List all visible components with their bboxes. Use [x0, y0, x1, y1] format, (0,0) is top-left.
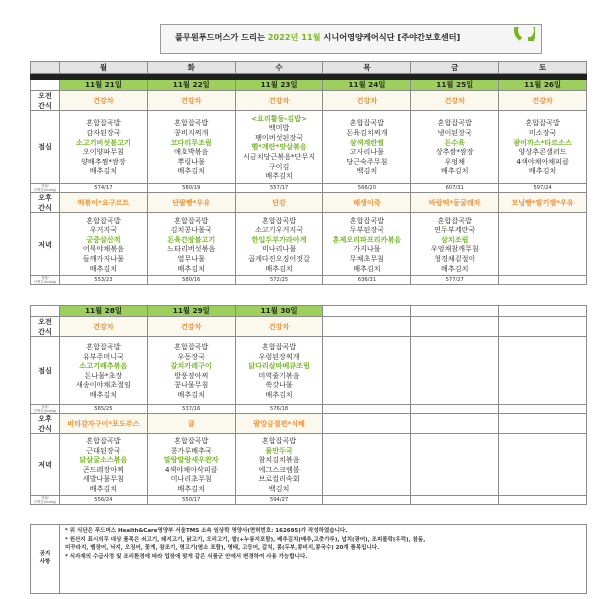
- menu-item: 혼합잡곡밥: [174, 215, 209, 225]
- notice-label-text: 공지 사항: [39, 551, 51, 565]
- dinner-cell: [60, 213, 148, 276]
- menu-item: 시금치당근볶음*단무지: [243, 151, 316, 161]
- menu-item: 냉이된장국: [437, 128, 472, 137]
- menu-item: 두부된장국: [349, 225, 385, 235]
- date-cell: 11월 25일: [411, 80, 499, 91]
- kcal-cell: [499, 405, 587, 414]
- menu-item: 배추김치: [89, 166, 118, 176]
- pm-snack-cell: 버터감자구이*포도주스: [60, 414, 148, 434]
- lunch-cell: [499, 337, 587, 405]
- date-cell: 11월 22일: [147, 80, 235, 91]
- lunch-cell: [323, 111, 411, 184]
- am-snack-cell: [411, 317, 499, 337]
- am-snack-cell: [499, 317, 587, 337]
- date-cell: [411, 306, 499, 317]
- menu-item: 콩비지찌개: [174, 128, 209, 137]
- weekday-cell: 금: [411, 62, 499, 74]
- menu-item: 돈수육: [444, 137, 465, 147]
- kcal-cell: 577/27: [411, 276, 499, 285]
- menu-item: 감자된장국: [86, 128, 121, 137]
- dinner-label: 저녁: [31, 434, 60, 496]
- am-snack-cell: 건강차: [411, 91, 499, 111]
- menu-item: 햄*계란*맛살볶음: [251, 142, 307, 152]
- menu-item: 훈제오리파프리카볶음: [332, 234, 402, 244]
- menu-item: 혼합잡곡밥: [86, 341, 121, 351]
- dinner-kcal-row: [31, 276, 587, 285]
- kcal-cell: [411, 496, 499, 505]
- menu-item: 혼합잡곡밥: [349, 118, 385, 128]
- menu-item: 말랑말랑새우완자: [163, 455, 219, 465]
- menu-item: 오이양파무침: [82, 147, 124, 157]
- title-suffix: 시니어영양케어식단 [주야간보호센터]: [320, 32, 461, 42]
- menu-item: 상추쌈*쌈장: [435, 147, 474, 157]
- notice-label: [31, 525, 60, 593]
- menu-item: 백김치: [356, 166, 378, 176]
- week2-menu-table: [30, 305, 587, 505]
- kcal-cell: 580/19: [147, 184, 235, 193]
- lunch-cell: [499, 111, 587, 184]
- kcal-cell: 636/31: [323, 276, 411, 285]
- dinner-row: [31, 434, 587, 496]
- menu-item: 한입두부가라아게: [251, 234, 307, 244]
- kcal-cell: [499, 496, 587, 505]
- menu-item: 백미밥: [268, 123, 290, 133]
- menu-item: 곱게다진오징어젓갈: [248, 253, 310, 263]
- menu-item: 새송이야채초절임: [76, 380, 131, 390]
- menu-item: 배추김치: [441, 263, 469, 273]
- date-cell: 11월 29일: [147, 306, 235, 317]
- menu-item: 광어까스*타르소스: [513, 137, 572, 147]
- kcal-cell: 580/16: [147, 276, 235, 285]
- weekday-header-row: [31, 62, 587, 74]
- menu-item: 배추김치: [177, 263, 205, 273]
- menu-item: 배추김치: [441, 166, 469, 176]
- pm-snack-cell: 모닝빵*딸기잼*우유: [499, 193, 587, 213]
- menu-item: 팽이버섯된장국: [255, 132, 304, 142]
- lunch-row: [31, 111, 587, 184]
- menu-item: 혼합잡곡밥: [437, 118, 472, 128]
- kcal-cell: 557/17: [235, 184, 323, 193]
- menu-item: 미역줄기볶음: [258, 370, 300, 380]
- kcal-cell: 607/31: [411, 184, 499, 193]
- date-row: [31, 306, 587, 317]
- menu-item: 혼합잡곡밥: [437, 215, 472, 225]
- weekday-cell: 토: [499, 62, 587, 74]
- dinner-cell: [411, 213, 499, 276]
- menu-header-banner: [160, 24, 542, 54]
- lunch-cell: [235, 111, 323, 184]
- dinner-cell: [235, 434, 323, 496]
- notice-line: 미꾸라지, 뱀장어, 낙지, 오징어, 꽃게, 참조기, 명고기(염소 포함), 명태, 고등어, 갈치, 콩(두부,콩비지,콩국수) 20개 품목입니다.: [65, 545, 380, 552]
- date-cell: 11월 30일: [235, 306, 323, 317]
- dinner-cell: [147, 434, 235, 496]
- menu-item: 우렁된장찌개: [258, 351, 300, 361]
- menu-item: 돈육김치찌개: [346, 128, 388, 137]
- menu-item: 유부주머니국: [82, 351, 124, 361]
- kcal-cell: 537/16: [147, 405, 235, 414]
- menu-item: 고사리나물: [349, 147, 385, 157]
- menu-item: 배추김치: [265, 389, 293, 399]
- kcal-cell: 565/25: [60, 405, 148, 414]
- notice-section: [30, 524, 587, 594]
- date-row: [31, 80, 587, 91]
- menu-item: 닭다리살바베큐조림: [248, 361, 310, 371]
- menu-item: 가지나물: [353, 244, 381, 254]
- am-snack-row: [31, 317, 587, 337]
- am-snack-label: 오전 간식: [31, 91, 60, 111]
- menu-item: 갈치카레구이: [170, 361, 212, 371]
- menu-item: 배추김치: [177, 484, 205, 494]
- pm-snack-label: 오후 간식: [31, 193, 60, 213]
- menu-item: 백김치: [268, 484, 290, 494]
- weekday-cell: 수: [235, 62, 323, 74]
- menu-item: 닭살굴소스볶음: [79, 455, 128, 465]
- menu-item: 청경채겉절이: [434, 253, 476, 263]
- menu-item: 코다리무조림: [170, 137, 212, 147]
- kcal-cell: 572/25: [235, 276, 323, 285]
- date-cell: 11월 26일: [499, 80, 587, 91]
- menu-item: 미나리초무침: [170, 474, 212, 484]
- lunch-label: 점심: [31, 111, 60, 184]
- kcal-cell: [323, 405, 411, 414]
- am-snack-cell: 건강차: [60, 91, 148, 111]
- menu-item: 혼합잡곡밥: [174, 341, 209, 351]
- menu-item: 혼합잡곡밥: [261, 215, 297, 225]
- menu-item: 어묵야채볶음: [82, 244, 124, 254]
- menu-item: 배추김치: [89, 484, 118, 494]
- menu-title: [175, 32, 460, 43]
- menu-item: 우엉채: [444, 156, 465, 166]
- kcal-cell: 566/20: [323, 184, 411, 193]
- kcal-cell: [499, 276, 587, 285]
- lunch-cell: [60, 111, 148, 184]
- kcal-cell: 576/18: [235, 405, 323, 414]
- pm-snack-cell: 바람떡*둥굴레차: [411, 193, 499, 213]
- am-snack-cell: 건강차: [147, 91, 235, 111]
- menu-item: 열무나물: [177, 253, 205, 263]
- menu-item: 혼합잡곡밥: [86, 215, 121, 225]
- dinner-cell: [235, 213, 323, 276]
- dinner-row: [31, 213, 587, 276]
- menu-item: 배추김치: [177, 166, 205, 176]
- date-cell: 11월 28일: [60, 306, 148, 317]
- menu-item: 미소장국: [528, 128, 557, 137]
- menu-item: 애호박볶음: [174, 147, 209, 157]
- weekday-cell: 화: [147, 62, 235, 74]
- menu-item: 혼합잡곡밥: [261, 341, 297, 351]
- menu-item: 삼색계란찜: [349, 137, 385, 147]
- notice-body: [65, 527, 577, 561]
- menu-item: 우동장국: [177, 351, 205, 361]
- menu-item: 우거지국: [89, 225, 118, 235]
- kcal-label: 열량/ 단백질 (kcal/g): [31, 496, 60, 505]
- menu-item: 소고기배추볶음: [79, 361, 128, 371]
- am-snack-cell: 건강차: [147, 317, 235, 337]
- menu-item: 근대된장국: [86, 445, 121, 455]
- menu-item: 참치김치볶음: [258, 455, 300, 465]
- menu-item: 돈나물*초장: [84, 370, 123, 380]
- pm-snack-cell: 단팥빵*우유: [147, 193, 235, 213]
- pm-snack-cell: [499, 414, 587, 434]
- menu-item: 소고기우거지국: [255, 225, 304, 235]
- date-cell: 11월 23일: [235, 80, 323, 91]
- pm-snack-cell: 귤: [147, 414, 235, 434]
- kcal-label: 열량/ 단백질 (kcal/g): [31, 276, 60, 285]
- menu-item: 에그스크램블: [258, 464, 300, 474]
- menu-item: 세발나물무침: [82, 474, 124, 484]
- kcal-cell: 594/27: [235, 496, 323, 505]
- kcal-cell: 574/17: [60, 184, 148, 193]
- menu-item: 들깨가지나물: [82, 253, 124, 263]
- pm-snack-cell: [411, 414, 499, 434]
- lunch-cell: [60, 337, 148, 405]
- menu-item: 4색야채아삭피클: [165, 464, 218, 474]
- menu-item: 혼합잡곡밥: [349, 215, 385, 225]
- am-snack-cell: 건강차: [235, 317, 323, 337]
- menu-item: 혼합잡곡밥: [86, 118, 121, 128]
- weekday-cell: 목: [323, 62, 411, 74]
- menu-item: 물만두국: [265, 445, 293, 455]
- am-snack-cell: 건강차: [235, 91, 323, 111]
- kcal-cell: 550/17: [147, 496, 235, 505]
- pm-snack-cell: 떡볶이*요구르트: [60, 193, 148, 213]
- lunch-cell: [323, 337, 411, 405]
- kcal-cell: [411, 405, 499, 414]
- menu-item: 혼합잡곡밥: [86, 436, 121, 446]
- title-period: 2022년 11월: [267, 32, 321, 42]
- menu-item: 혼합잡곡밥: [261, 436, 297, 446]
- menu-item: 삼치조림: [441, 234, 469, 244]
- menu-item: 혼합잡곡밥: [525, 118, 560, 128]
- menu-item: 콩나물무침: [174, 380, 209, 390]
- lunch-cell: [411, 337, 499, 405]
- notice-line: * 원산지 표시의무 대상 품목은 쇠고기, 돼지고기, 닭고기, 오리고기, 쌀(+누룽지포함), 배추김치(배추,고춧가루), 넙치(광어), 조피볼락(우럭), 참돔,: [65, 536, 426, 543]
- pm-snack-cell: 해생이죽: [323, 193, 411, 213]
- brand-logo-icon: [499, 27, 535, 51]
- date-cell: 11월 24일: [323, 80, 411, 91]
- lunch-cell: [147, 111, 235, 184]
- title-prefix: 풀무원푸드머스가 드리는: [175, 32, 268, 42]
- am-snack-cell: [323, 317, 411, 337]
- menu-item: 배추김치: [265, 263, 293, 273]
- menu-item: 배추김치: [353, 263, 381, 273]
- menu-item: 배추김치: [177, 389, 205, 399]
- menu-item: 궁중살산적: [86, 234, 121, 244]
- menu-item: 배추김치: [89, 263, 118, 273]
- date-cell: [323, 306, 411, 317]
- lunch-label: 점심: [31, 337, 60, 405]
- lunch-row: [31, 337, 587, 405]
- menu-item: 김치콩나물국: [170, 225, 212, 235]
- am-snack-cell: 건강차: [499, 91, 587, 111]
- week1-menu-table: [30, 61, 587, 285]
- lunch-kcal-row: [31, 184, 587, 193]
- dinner-cell: [60, 434, 148, 496]
- menu-item: 혼합잡곡밥: [174, 436, 209, 446]
- menu-item: <요리활동-김밥>: [251, 113, 308, 123]
- kcal-cell: 553/23: [60, 276, 148, 285]
- weekday-cell: 월: [60, 62, 148, 74]
- dinner-cell: [499, 213, 587, 276]
- menu-item: 느타리버섯볶음: [167, 244, 216, 254]
- menu-item: 연두부계란국: [434, 225, 476, 235]
- pm-snack-label: 오후 간식: [31, 414, 60, 434]
- kcal-cell: [323, 496, 411, 505]
- date-cell: [499, 306, 587, 317]
- lunch-kcal-row: [31, 405, 587, 414]
- dinner-cell: [147, 213, 235, 276]
- menu-item: 배추김치: [265, 171, 293, 181]
- menu-item: 양상추콘샐러드: [518, 147, 567, 157]
- menu-item: 곤드레장아찌: [82, 464, 124, 474]
- menu-item: 쑥갓나물: [265, 380, 293, 390]
- menu-item: 4색야채아채피클: [516, 156, 569, 166]
- menu-item: 배추김치: [89, 389, 118, 399]
- menu-item: 무채초무침: [349, 253, 385, 263]
- menu-item: 방풍장아찌: [174, 370, 209, 380]
- menu-item: 콩가루배추국: [170, 445, 212, 455]
- dinner-cell: [323, 213, 411, 276]
- kcal-cell: 597/24: [499, 184, 587, 193]
- pm-snack-cell: 단감: [235, 193, 323, 213]
- date-cell: 11월 21일: [60, 80, 148, 91]
- am-snack-row: [31, 91, 587, 111]
- menu-item: 양배추찜*쌈장: [81, 156, 126, 166]
- dinner-cell: [323, 434, 411, 496]
- notice-line: * 식자재의 수급사정 및 조리환경에 따라 업장에 맞게 같은 식품군 안에서 변경하여 사용 가능합니다.: [65, 553, 308, 560]
- am-snack-cell: 건강차: [60, 317, 148, 337]
- kcal-label: 열량/ 단백질 (kcal/g): [31, 184, 60, 193]
- lunch-cell: [235, 337, 323, 405]
- menu-item: 돈육간장불고기: [167, 234, 216, 244]
- dinner-cell: [411, 434, 499, 496]
- am-snack-cell: 건강차: [323, 91, 411, 111]
- lunch-cell: [411, 111, 499, 184]
- pm-snack-row: [31, 193, 587, 213]
- menu-item: 당근숙주무침: [346, 156, 388, 166]
- menu-item: 우엉채참깨무침: [430, 244, 479, 254]
- menu-item: 브로컬리숙회: [258, 474, 300, 484]
- menu-item: 구이김: [268, 161, 290, 171]
- kcal-label: 열량/ 단백질 (kcal/g): [31, 405, 60, 414]
- dinner-kcal-row: [31, 496, 587, 505]
- menu-item: 혼합잡곡밥: [174, 118, 209, 128]
- menu-item: 배추김치: [528, 166, 557, 176]
- lunch-cell: [147, 337, 235, 405]
- menu-item: 소고기버섯불고기: [76, 137, 131, 147]
- kcal-cell: 556/24: [60, 496, 148, 505]
- menu-item: 미나리나물: [261, 244, 297, 254]
- menu-item: 뿌링나물: [177, 156, 205, 166]
- dinner-cell: [499, 434, 587, 496]
- pm-snack-cell: 팥앙금절편*식혜: [235, 414, 323, 434]
- pm-snack-row: [31, 414, 587, 434]
- dinner-label: 저녁: [31, 213, 60, 276]
- notice-line: * 위 식단은 푸드머스 Health&Care영양부 서울TMS 소속 임상학 영양사(면허번호: 162695)가 작성하였습니다.: [65, 528, 348, 534]
- pm-snack-cell: [323, 414, 411, 434]
- am-snack-label: 오전 간식: [31, 317, 60, 337]
